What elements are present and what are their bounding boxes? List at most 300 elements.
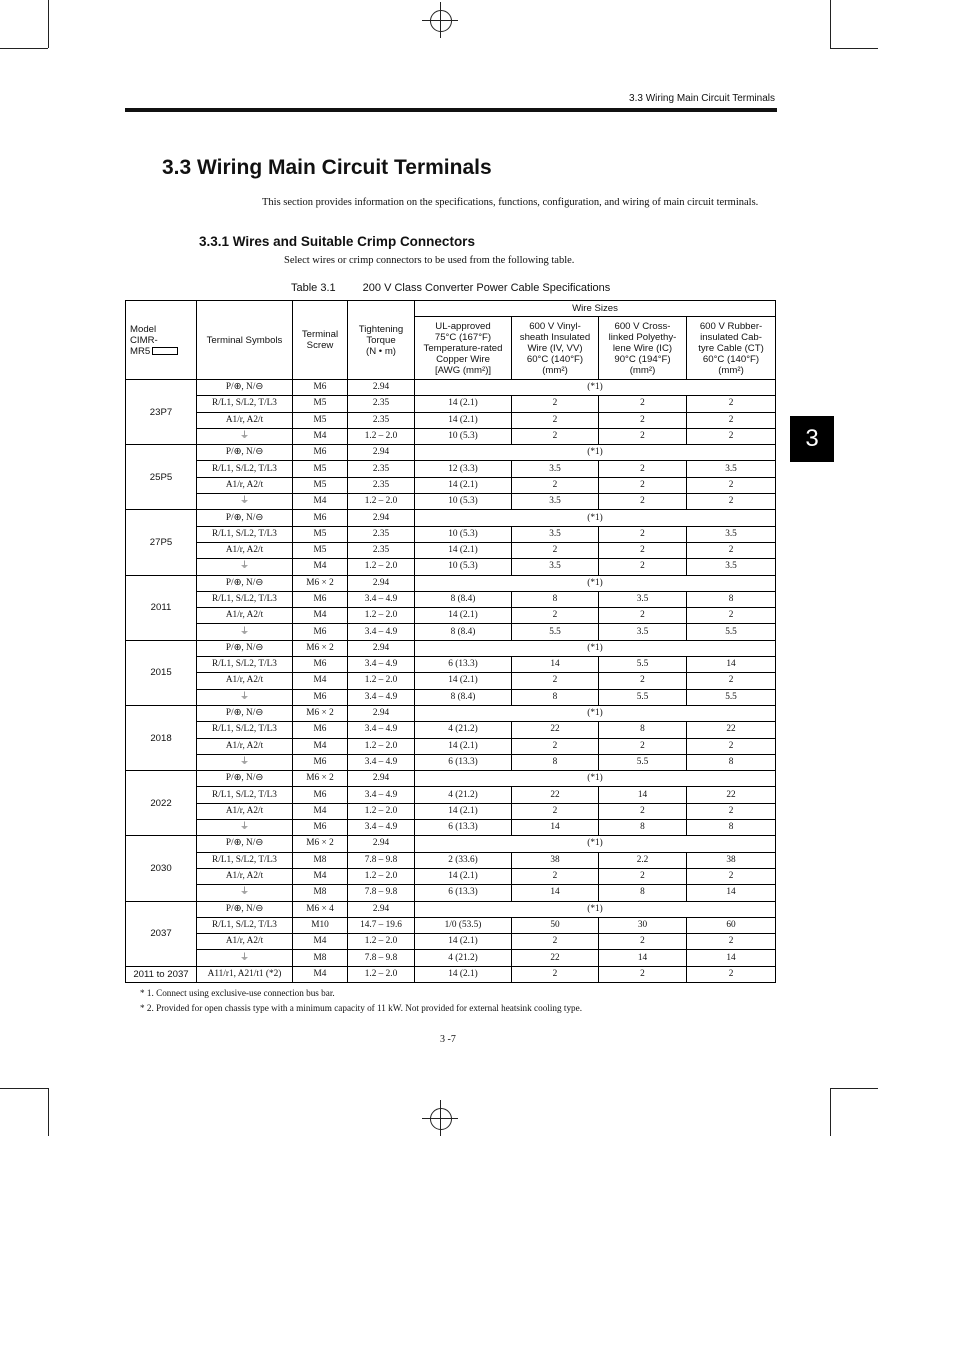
- table-row: [126, 477, 776, 493]
- terminal-screw-cell: M6: [293, 624, 348, 640]
- terminal-symbol-cell: ⏚: [197, 950, 293, 966]
- terminal-symbol-cell: ⏚: [197, 754, 293, 770]
- table-row: [126, 542, 776, 558]
- terminal-symbol-cell: P/⊕, N/⊖: [197, 705, 293, 721]
- wire-size-cell: 2: [687, 673, 776, 689]
- terminal-screw-cell: M8: [293, 885, 348, 901]
- terminal-screw-cell: M6 × 2: [293, 836, 348, 852]
- table-row: [126, 820, 776, 836]
- table-caption: [291, 282, 637, 294]
- wire-size-cell: 14 (2.1): [415, 966, 512, 982]
- subsection-title: 3.3.1 Wires and Suitable Crimp Connectors: [199, 234, 475, 249]
- header-line: linked Polyethy-: [608, 331, 677, 343]
- wire-size-cell: 5.5: [599, 657, 687, 673]
- wire-size-cell: 14 (2.1): [415, 412, 512, 428]
- wire-size-cell: 2: [512, 934, 599, 950]
- wire-size-cell: 5.5: [687, 624, 776, 640]
- running-head: 3.3 Wiring Main Circuit Terminals: [629, 93, 775, 104]
- header-terminal-symbols: Terminal Symbols: [197, 301, 293, 380]
- table-row: [126, 445, 776, 461]
- header-line: insulated Cab-: [700, 331, 762, 343]
- wire-size-cell: 2: [512, 738, 599, 754]
- wire-size-cell: 22: [512, 787, 599, 803]
- wire-size-cell: 3.5: [512, 461, 599, 477]
- wire-size-cell: 2: [599, 412, 687, 428]
- table-row: [126, 950, 776, 966]
- table-row: [126, 559, 776, 575]
- torque-cell: 1.2 – 2.0: [348, 608, 415, 624]
- terminal-screw-cell: M5: [293, 396, 348, 412]
- table-caption-title: 200 V Class Converter Power Cable Specifications: [362, 282, 611, 294]
- torque-cell: 3.4 – 4.9: [348, 722, 415, 738]
- section-title: 3.3 Wiring Main Circuit Terminals: [162, 156, 492, 179]
- wire-size-cell: 2: [599, 559, 687, 575]
- wire-size-cell: 2: [687, 542, 776, 558]
- subsection-intro: Select wires or crimp connectors to be used from the following table.: [284, 255, 575, 266]
- terminal-symbol-cell: A1/r, A2/t: [197, 542, 293, 558]
- wire-size-cell: 3.5: [687, 461, 776, 477]
- wire-size-cell: 2: [687, 608, 776, 624]
- terminal-screw-cell: M4: [293, 738, 348, 754]
- header-line: [AWG (mm²)]: [434, 364, 492, 376]
- header-line: Tightening: [358, 323, 404, 335]
- terminal-screw-cell: M4: [293, 803, 348, 819]
- wire-size-cell: 2: [687, 494, 776, 510]
- model-cell: 27P5: [126, 510, 197, 575]
- wire-size-cell: 2: [599, 542, 687, 558]
- wire-size-cell: 2: [512, 477, 599, 493]
- terminal-symbol-cell: ⏚: [197, 428, 293, 444]
- terminal-screw-cell: M5: [293, 412, 348, 428]
- wire-size-cell: 4 (21.2): [415, 950, 512, 966]
- torque-cell: 3.4 – 4.9: [348, 624, 415, 640]
- wire-size-cell: 5.5: [599, 754, 687, 770]
- wire-size-cell: 8 (8.4): [415, 689, 512, 705]
- wire-size-cell: 14 (2.1): [415, 542, 512, 558]
- wire-size-cell: 12 (3.3): [415, 461, 512, 477]
- wire-size-cell: 2: [599, 477, 687, 493]
- wire-size-cell: 14: [512, 657, 599, 673]
- wire-size-merged-cell: (*1): [415, 575, 776, 591]
- torque-cell: 3.4 – 4.9: [348, 689, 415, 705]
- wire-size-cell: 2: [599, 494, 687, 510]
- wire-size-cell: 4 (21.2): [415, 787, 512, 803]
- wire-size-cell: 14 (2.1): [415, 738, 512, 754]
- terminal-symbol-cell: A1/r, A2/t: [197, 934, 293, 950]
- terminal-screw-cell: M6: [293, 591, 348, 607]
- wire-size-cell: 2: [599, 428, 687, 444]
- terminal-symbol-cell: R/L1, S/L2, T/L3: [197, 461, 293, 477]
- wire-size-cell: 10 (5.3): [415, 526, 512, 542]
- table-row: [126, 771, 776, 787]
- terminal-screw-cell: M6 × 2: [293, 640, 348, 656]
- terminal-screw-cell: M8: [293, 852, 348, 868]
- header-line: lene Wire (IC): [612, 342, 673, 354]
- wire-size-cell: 6 (13.3): [415, 657, 512, 673]
- torque-cell: 1.2 – 2.0: [348, 673, 415, 689]
- wire-size-cell: 8: [512, 689, 599, 705]
- header-model-line: CIMR-: [130, 334, 158, 346]
- terminal-symbol-cell: P/⊕, N/⊖: [197, 640, 293, 656]
- table-row: [126, 673, 776, 689]
- torque-cell: 1.2 – 2.0: [348, 966, 415, 982]
- torque-cell: 2.35: [348, 477, 415, 493]
- model-cell: 2015: [126, 640, 197, 705]
- table-row: [126, 591, 776, 607]
- wire-size-cell: 2: [599, 526, 687, 542]
- model-cell: 23P7: [126, 380, 197, 445]
- model-cell: 2011 to 2037: [126, 966, 197, 982]
- header-line: 600 V Cross-: [614, 320, 671, 332]
- wire-size-cell: 14: [512, 885, 599, 901]
- table-row: [126, 461, 776, 477]
- wire-size-merged-cell: (*1): [415, 445, 776, 461]
- terminal-symbol-cell: A1/r, A2/t: [197, 412, 293, 428]
- wire-size-cell: 2: [512, 868, 599, 884]
- torque-cell: 2.94: [348, 901, 415, 917]
- wire-size-cell: 6 (13.3): [415, 820, 512, 836]
- wire-size-cell: 2: [687, 966, 776, 982]
- torque-cell: 3.4 – 4.9: [348, 591, 415, 607]
- header-rule: [125, 108, 777, 112]
- wire-size-cell: 2: [599, 673, 687, 689]
- terminal-symbol-cell: P/⊕, N/⊖: [197, 771, 293, 787]
- wire-size-merged-cell: (*1): [415, 640, 776, 656]
- model-cell: 2022: [126, 771, 197, 836]
- wire-size-cell: 2: [599, 396, 687, 412]
- header-line: tyre Cable (CT): [698, 342, 764, 354]
- terminal-screw-cell: M5: [293, 477, 348, 493]
- terminal-screw-cell: M4: [293, 673, 348, 689]
- cable-spec-table: [125, 300, 776, 983]
- model-cell: 2018: [126, 705, 197, 770]
- torque-cell: 2.94: [348, 771, 415, 787]
- header-line: Terminal: [301, 329, 339, 340]
- table-row: [126, 803, 776, 819]
- wire-size-merged-cell: (*1): [415, 380, 776, 396]
- table-row: [126, 396, 776, 412]
- wire-size-merged-cell: (*1): [415, 705, 776, 721]
- torque-cell: 2.35: [348, 526, 415, 542]
- model-cell: 2030: [126, 836, 197, 901]
- page-number: 3 -7: [440, 1034, 456, 1045]
- wire-size-cell: 38: [687, 852, 776, 868]
- table-row: [126, 380, 776, 396]
- wire-size-cell: 2: [512, 542, 599, 558]
- header-line: 60°C (140°F): [526, 353, 584, 365]
- header-wire-sizes: Wire Sizes: [415, 301, 776, 317]
- footnote-1: * 1. Connect using exclusive-use connection bus bar.: [140, 988, 335, 998]
- wire-size-cell: 2: [599, 966, 687, 982]
- wire-size-cell: 8: [599, 722, 687, 738]
- torque-cell: 2.35: [348, 396, 415, 412]
- header-line: 60°C (140°F): [702, 353, 760, 365]
- terminal-symbol-cell: ⏚: [197, 624, 293, 640]
- wire-size-cell: 3.5: [512, 494, 599, 510]
- wire-size-cell: 3.5: [512, 559, 599, 575]
- wire-size-cell: 2: [599, 868, 687, 884]
- wire-size-cell: 5.5: [512, 624, 599, 640]
- torque-cell: 2.94: [348, 445, 415, 461]
- wire-size-cell: 2: [512, 396, 599, 412]
- wire-size-cell: 2: [687, 868, 776, 884]
- wire-size-cell: 2: [687, 396, 776, 412]
- header-line: Torque: [366, 334, 396, 346]
- torque-cell: 7.8 – 9.8: [348, 885, 415, 901]
- table-row: [126, 689, 776, 705]
- wire-size-cell: 2: [512, 966, 599, 982]
- table-row: [126, 852, 776, 868]
- table-row: [126, 494, 776, 510]
- terminal-screw-cell: M4: [293, 868, 348, 884]
- model-cell: 2011: [126, 575, 197, 640]
- terminal-screw-cell: M6: [293, 445, 348, 461]
- torque-cell: 1.2 – 2.0: [348, 934, 415, 950]
- torque-cell: 2.94: [348, 640, 415, 656]
- terminal-screw-cell: M6: [293, 722, 348, 738]
- terminal-symbol-cell: A1/r, A2/t: [197, 608, 293, 624]
- wire-size-cell: 2: [512, 412, 599, 428]
- terminal-screw-cell: M5: [293, 526, 348, 542]
- header-line: (mm²): [629, 364, 656, 376]
- torque-cell: 2.94: [348, 575, 415, 591]
- table-row: [126, 787, 776, 803]
- header-line: (mm²): [542, 364, 568, 376]
- wire-size-merged-cell: (*1): [415, 836, 776, 852]
- wire-size-merged-cell: (*1): [415, 510, 776, 526]
- header-line: 90°C (194°F): [614, 353, 671, 365]
- wire-size-cell: 2: [687, 428, 776, 444]
- wire-size-cell: 14: [599, 950, 687, 966]
- terminal-screw-cell: M4: [293, 934, 348, 950]
- wire-size-cell: 2.2: [599, 852, 687, 868]
- wire-size-cell: 60: [687, 917, 776, 933]
- table-row: [126, 575, 776, 591]
- table-row: [126, 836, 776, 852]
- wire-size-cell: 2: [599, 608, 687, 624]
- terminal-screw-cell: M4: [293, 428, 348, 444]
- wire-size-cell: 14: [687, 657, 776, 673]
- terminal-screw-cell: M4: [293, 559, 348, 575]
- torque-cell: 1.2 – 2.0: [348, 868, 415, 884]
- terminal-screw-cell: M4: [293, 494, 348, 510]
- wire-size-cell: 38: [512, 852, 599, 868]
- terminal-symbol-cell: A1/r, A2/t: [197, 868, 293, 884]
- wire-size-cell: 2: [599, 738, 687, 754]
- wire-size-cell: 2: [687, 803, 776, 819]
- terminal-symbol-cell: R/L1, S/L2, T/L3: [197, 526, 293, 542]
- table-row: [126, 738, 776, 754]
- chapter-tab: 3: [790, 416, 834, 462]
- header-model-line: Model: [130, 323, 157, 335]
- wire-size-cell: 8 (8.4): [415, 624, 512, 640]
- terminal-screw-cell: M6: [293, 689, 348, 705]
- header-wire-type: [415, 317, 512, 380]
- torque-cell: 2.94: [348, 510, 415, 526]
- wire-size-cell: 8 (8.4): [415, 591, 512, 607]
- wire-size-cell: 22: [687, 722, 776, 738]
- wire-size-cell: 50: [512, 917, 599, 933]
- terminal-symbol-cell: P/⊕, N/⊖: [197, 836, 293, 852]
- terminal-screw-cell: M6: [293, 510, 348, 526]
- wire-size-cell: 2: [599, 461, 687, 477]
- torque-cell: 2.35: [348, 412, 415, 428]
- header-torque: [348, 301, 415, 380]
- terminal-symbol-cell: R/L1, S/L2, T/L3: [197, 852, 293, 868]
- wire-size-cell: 14 (2.1): [415, 396, 512, 412]
- wire-size-cell: 14 (2.1): [415, 477, 512, 493]
- terminal-screw-cell: M6 × 2: [293, 771, 348, 787]
- header-wire-type: [599, 317, 687, 380]
- wire-size-cell: 2: [512, 428, 599, 444]
- table-row: [126, 412, 776, 428]
- terminal-symbol-cell: R/L1, S/L2, T/L3: [197, 917, 293, 933]
- terminal-symbol-cell: A1/r, A2/t: [197, 673, 293, 689]
- torque-cell: 1.2 – 2.0: [348, 494, 415, 510]
- wire-size-cell: 4 (21.2): [415, 722, 512, 738]
- terminal-screw-cell: M6: [293, 657, 348, 673]
- wire-size-cell: 14 (2.1): [415, 673, 512, 689]
- torque-cell: 2.94: [348, 836, 415, 852]
- terminal-screw-cell: M5: [293, 461, 348, 477]
- header-line: 75°C (167°F): [434, 331, 492, 343]
- terminal-symbol-cell: ⏚: [197, 820, 293, 836]
- wire-size-cell: 8: [599, 820, 687, 836]
- table-row: [126, 526, 776, 542]
- terminal-screw-cell: M4: [293, 608, 348, 624]
- header-wire-type: [512, 317, 599, 380]
- terminal-symbol-cell: ⏚: [197, 559, 293, 575]
- footnote-2: * 2. Provided for open chassis type with a minimum capacity of 11 kW. Not provided for external heatsink cooling type.: [140, 1003, 583, 1013]
- table-row: [126, 885, 776, 901]
- wire-size-cell: 14: [687, 950, 776, 966]
- terminal-screw-cell: M6: [293, 380, 348, 396]
- table-row: [126, 754, 776, 770]
- wire-size-cell: 8: [687, 754, 776, 770]
- terminal-symbol-cell: R/L1, S/L2, T/L3: [197, 591, 293, 607]
- model-cell: 25P5: [126, 445, 197, 510]
- wire-size-cell: 2: [512, 803, 599, 819]
- terminal-symbol-cell: R/L1, S/L2, T/L3: [197, 787, 293, 803]
- wire-size-cell: 6 (13.3): [415, 885, 512, 901]
- wire-size-cell: 3.5: [599, 624, 687, 640]
- wire-size-cell: 8: [512, 754, 599, 770]
- terminal-symbol-cell: P/⊕, N/⊖: [197, 575, 293, 591]
- wire-size-cell: 2: [599, 803, 687, 819]
- wire-size-cell: 5.5: [687, 689, 776, 705]
- model-suffix-box: [152, 347, 178, 355]
- torque-cell: 2.35: [348, 461, 415, 477]
- header-model: [126, 301, 197, 380]
- terminal-symbol-cell: P/⊕, N/⊖: [197, 380, 293, 396]
- terminal-screw-cell: M10: [293, 917, 348, 933]
- table-row: [126, 510, 776, 526]
- wire-size-cell: 1/0 (53.5): [415, 917, 512, 933]
- torque-cell: 7.8 – 9.8: [348, 852, 415, 868]
- wire-size-cell: 10 (5.3): [415, 494, 512, 510]
- wire-size-cell: 30: [599, 917, 687, 933]
- section-intro: This section provides information on the specifications, functions, configuration, and wiring of main circuit terminals.: [262, 197, 759, 208]
- table-row: [126, 901, 776, 917]
- torque-cell: 7.8 – 9.8: [348, 950, 415, 966]
- terminal-screw-cell: M6 × 2: [293, 705, 348, 721]
- table-row: [126, 966, 776, 982]
- header-line: 600 V Vinyl-: [529, 320, 581, 332]
- wire-size-cell: 2: [599, 934, 687, 950]
- wire-size-cell: 3.5: [687, 526, 776, 542]
- wire-size-cell: 14 (2.1): [415, 868, 512, 884]
- wire-size-cell: 22: [512, 722, 599, 738]
- torque-cell: 1.2 – 2.0: [348, 738, 415, 754]
- terminal-screw-cell: M4: [293, 966, 348, 982]
- header-line: UL-approved: [435, 320, 491, 332]
- table-row: [126, 934, 776, 950]
- header-line: Copper Wire: [436, 353, 490, 365]
- wire-size-cell: 3.5: [512, 526, 599, 542]
- terminal-symbol-cell: P/⊕, N/⊖: [197, 510, 293, 526]
- terminal-symbol-cell: ⏚: [197, 885, 293, 901]
- header-wire-type: [687, 317, 776, 380]
- wire-size-cell: 2: [687, 412, 776, 428]
- header-line: (N • m): [366, 345, 396, 357]
- torque-cell: 2.94: [348, 380, 415, 396]
- wire-size-cell: 5.5: [599, 689, 687, 705]
- header-line: Temperature-rated: [423, 342, 503, 354]
- torque-cell: 2.94: [348, 705, 415, 721]
- wire-size-cell: 3.5: [687, 559, 776, 575]
- wire-size-cell: 8: [512, 591, 599, 607]
- terminal-symbol-cell: R/L1, S/L2, T/L3: [197, 657, 293, 673]
- wire-size-cell: 22: [687, 787, 776, 803]
- model-cell: 2037: [126, 901, 197, 966]
- torque-cell: 3.4 – 4.9: [348, 820, 415, 836]
- wire-size-cell: 2: [687, 738, 776, 754]
- terminal-screw-cell: M6: [293, 787, 348, 803]
- table-row: [126, 428, 776, 444]
- torque-cell: 1.2 – 2.0: [348, 428, 415, 444]
- wire-size-cell: 6 (13.3): [415, 754, 512, 770]
- wire-size-cell: 14 (2.1): [415, 934, 512, 950]
- terminal-screw-cell: M6: [293, 754, 348, 770]
- table-caption-number: Table 3.1: [291, 282, 336, 294]
- terminal-symbol-cell: ⏚: [197, 689, 293, 705]
- header-line: Wire (IV, VV): [527, 342, 583, 354]
- torque-cell: 3.4 – 4.9: [348, 754, 415, 770]
- table-row: [126, 868, 776, 884]
- table-row: [126, 657, 776, 673]
- terminal-symbol-cell: R/L1, S/L2, T/L3: [197, 396, 293, 412]
- wire-size-cell: 22: [512, 950, 599, 966]
- table-row: [126, 640, 776, 656]
- wire-size-cell: 8: [687, 820, 776, 836]
- wire-size-cell: 2 (33.6): [415, 852, 512, 868]
- wire-size-merged-cell: (*1): [415, 901, 776, 917]
- table-row: [126, 917, 776, 933]
- wire-size-cell: 14: [687, 885, 776, 901]
- header-line: sheath Insulated: [519, 331, 591, 343]
- terminal-symbol-cell: A1/r, A2/t: [197, 477, 293, 493]
- wire-size-cell: 10 (5.3): [415, 559, 512, 575]
- wire-size-cell: 2: [687, 477, 776, 493]
- terminal-symbol-cell: R/L1, S/L2, T/L3: [197, 722, 293, 738]
- wire-size-cell: 10 (5.3): [415, 428, 512, 444]
- wire-size-cell: 8: [687, 591, 776, 607]
- torque-cell: 1.2 – 2.0: [348, 559, 415, 575]
- terminal-symbol-cell: P/⊕, N/⊖: [197, 445, 293, 461]
- terminal-screw-cell: M6 × 4: [293, 901, 348, 917]
- torque-cell: 3.4 – 4.9: [348, 787, 415, 803]
- wire-size-merged-cell: (*1): [415, 771, 776, 787]
